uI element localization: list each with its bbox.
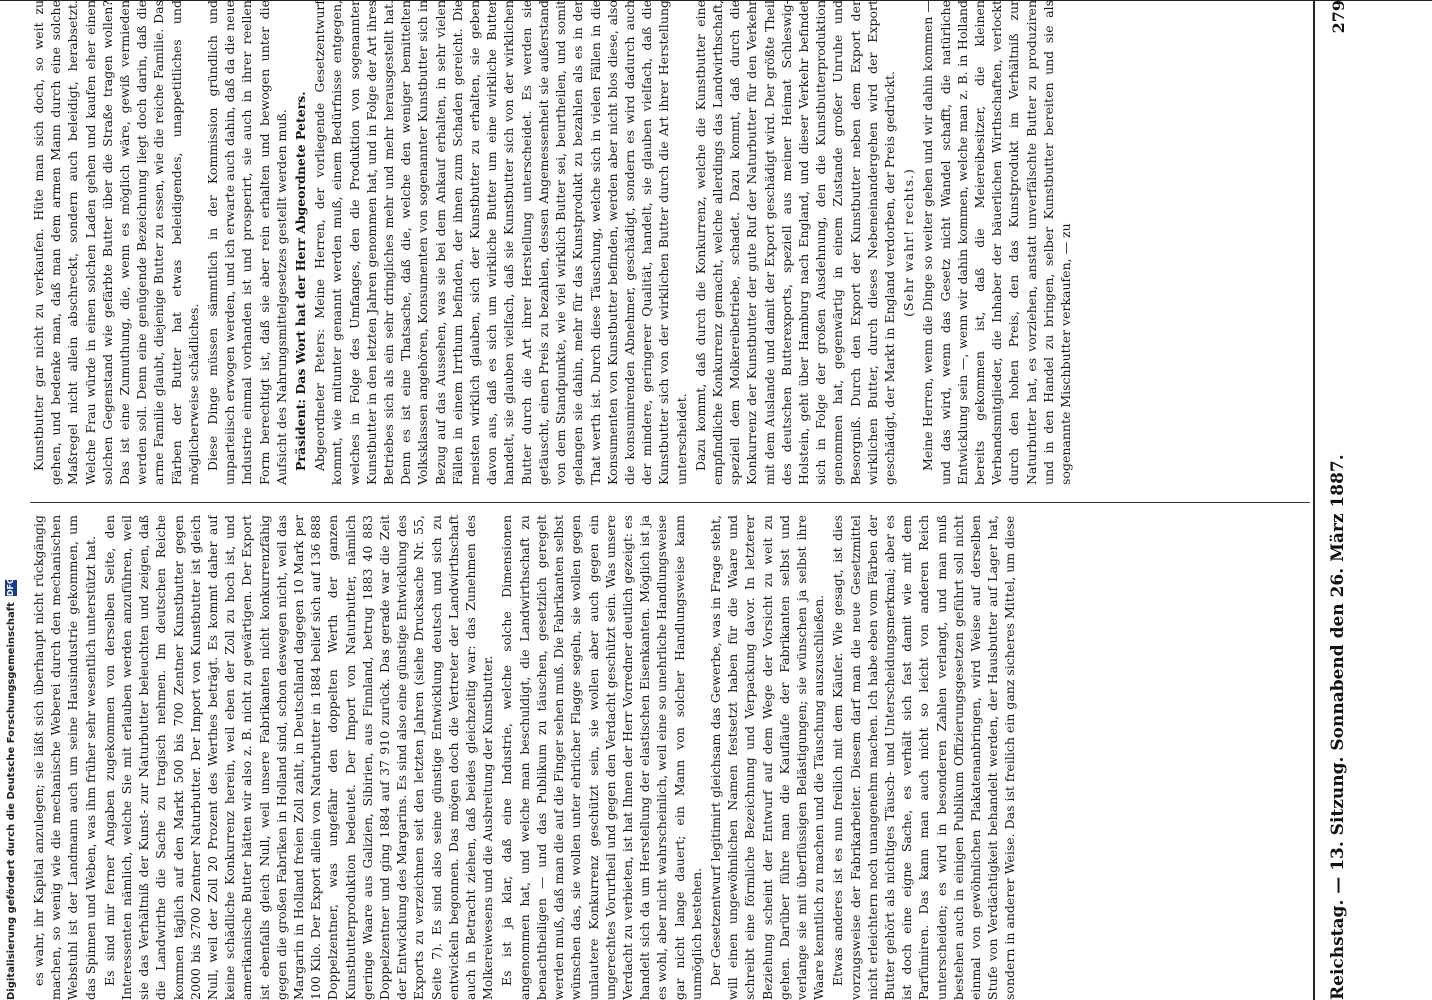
- column-divider: [30, 502, 1310, 503]
- paragraph: es wahr, ihr Kapital anzulegen; sie läßt sich überhaupt nicht rückgängig machen, so wenig wie die mechanische Weberei durch den mechanischen Webstuhl ist der Landmann auch um seine Hausindustrie gekommen, um das Spinnen und Weben, was ihm früher sehr wesentlich unterstützt hat.: [31, 515, 98, 1000]
- dfg-logo-icon: DFG: [6, 577, 15, 597]
- header-rule: [1313, 0, 1315, 1000]
- credit-text: Digitalisierung gefördert durch die Deutsche Forschungsgemeinschaft: [5, 602, 17, 1000]
- left-text-column: [30, 515, 1310, 1000]
- right-text-column: [30, 0, 1310, 485]
- paragraph: Etwas anderes ist es nun freilich mit dem Käufer. Wie gesagt, ist dies vorzugsweise der Fabrikarbeiter. Diesem darf man die neue Gesetzmittel nicht erleichtern noch unangenehm machen. Ich habe eben vom Färben der Butter gehört als nichtiges Täusch- und Unterscheidungsmerkmal; aber es ist doch eine eigne Sache, es verhält sich fast damit wie mit dem Parfümiren. Das kann man auch nicht so leicht von anderen Reich unterscheiden; es wird in besonderen Zahlen verlangt, und man muß bestehen auch in einigen Publikum Offizierungsgesetzen geführt soll nicht einmal von gewöhnlichen Plakatenanbringen, wird Weise auf derselben Stufe von Verdächtigkeit behandelt werden, der Hausbutter auf Lager hat, sondern in anderer Weise. Das ist freilich ein ganz sicheres Mittel, um diese: [830, 515, 1018, 1000]
- paragraph: Abgeordneter Peters: Meine Herren, der vorliegende Gesetzentwurf kommt, wie mitunter genannt werden muß, einem Bedürfnisse entgegen, welches in Folge des Umfanges, den die Produktion von sogenannter Kunstbutter in den letzten Jahren genommen hat, und in Folge der Art ihres Betriebes sich als ein sehr dringliches mehr und mehr herausgestellt hat. Denn es ist eine Thatsache, daß die, welche den weniger bemittelten Volksklassen angehören, Konsumenten von sogenannter Kunstbutter sich in Bezug auf das Aussehen, was sie bei dem Ankauf erhalten, in sehr vielen Fällen in einem Irrthum befinden, der ihnen zum Schaden gereicht. Die meisten wirklich glauben, sich der Kunstbutter zu erhalten, sie geben davon aus, daß es sich um wirkliche Butter um eine wirkliche Butter handelt, sie glauben vielfach, daß sie Kunstbutter sich von der wirklichen Butter durch die Art ihrer Herstellung unterscheidet. Es werden sie getäuscht, einen Preis zu bezahlen, dessen Angemessenheit sie außerstand von dem Standpunkte, wie viel wirklich Butter sei, beurtheilen, und somit gelangen sie dahin, mehr für das Kunstprodukt zu bezahlen als es in der That werth ist. Durch diese Täuschung, welche sich in vielen Fällen in die Konsumenten von Kunstbutter befinden, werden aber nicht blos diese, also die konsumirenden Abnehmer, geschädigt, sondern es wird dadurch auch der mindere, geringerer Qualität, handelt, sie glauben vielfach, daß die Kunstbutter sich von der wirklichen Butter durch die Art ihrer Herstellung unterscheidet.: [312, 0, 689, 485]
- paragraph: Kunstbutter gar nicht zu verkaufen. Hüte man sich doch, so weit zu gehen, und bedenke man, daß man dem armen Mann durch eine solche Maßregel nicht allein abschreckt, sondern auch beleidigt, herabsetzt. Welche Frau würde in einen solchen Laden gehen und kaufen eher einen solchen Gegenstand wie gefärbte Butter über die Straße tragen wollen? Das ist eine Zumuthung, die, wenn es möglich wäre, gewiß vermieden werden soll. Denn eine genügende Bezeichnung liegt doch darin, daß die arme Familie glaubt, diejenige Butter zu essen, wie die reiche Familie. Das Färben der Butter hat etwas beleidigendes, unappetitliches und möglicherweise schädliches.: [31, 0, 201, 485]
- page-number: 279: [1328, 0, 1348, 34]
- paragraph: Es sind mir ferner Angaben zugekommen von derselben Seite, den Interessenten nämlich, welche Sie mit erlauben werden anzuführen, weil sie das Verhältniß der Kunst- zur Naturbutter beleuchten und zeigen, daß die Landwirthe die Sache zu tragisch nehmen. Im deutschen Reiche kommen täglich auf den Markt 500 bis 700 Zentner Kunstbutter gegen 2000 bis 2700 Zentner Naturbutter. Der Import von Kunstbutter ist gleich Null, weil der Zoll 20 Prozent des Werthes beträgt. Es kommt daher auf keine schädliche Konkurrenz herein, weil eben der Zoll zu hoch ist, und amerikanische Butter hätten wir also z. B. nicht zu gewärtigen. Der Export ist ebenfalls gleich Null, weil unsere Fabrikanten nicht konkurrenzfähig gegen die großen Fabriken in Holland sind, schon deswegen nicht, weil das Margarin in Holland freien Zoll zahlt, in Deutschland dagegen 10 Mark per 100 Kilo. Der Export allein von Naturbutter in 1884 belief sich auf 136 888 Doppelzentner, was ungefähr den doppelten Werth der ganzen Kunstbutterproduktion bedeutet. Der Import von Naturbutter, nämlich geringe Waare aus Galizien, Sibirien, aus Finnland, betrug 1883 40 883 Doppelzentner und ging 1884 auf 37 910 zurück. Das gerade war die Zeit der Entwicklung des Margarins. Es sind also eine günstige Entwicklung des Exports zu verzeichnen seit den letzten Jahren (siehe Drucksache Nr. 55, Seite 7). Es sind also seine günstige Entwicklung deutsch und sich zu entwickeln begonnen. Das mögen doch die Vertreter der Landwirthschaft auch in Betracht ziehen, daß beides gleichzeitig war: das Zunehmen des Molkereiwesens und die Ausbreitung der Kunstbutter.: [101, 515, 496, 1000]
- paragraph: Diese Dinge müssen sämmtlich in der Kommission gründlich und unparteiisch erwogen werden, und ich erwarte auch dahin, daß da die neue Industrie einmal vorhanden ist und prosperirt, sie auch in ihrer reellen Form berechtigt ist, daß sie aber rein erhalten und bewogen unter die Aufsicht des Nahrungsmittelgesetzes gestellt werden muß.: [205, 0, 289, 485]
- paragraph: Meine Herren, wenn die Dinge so weiter gehen und wir dahin kommen — und das wird, wenn das Gesetz nicht Wandel schafft, die natürliche Entwicklung sein —, wenn wir dahin kommen, welche man z. B. in Holland bereits gekommen ist, daß die Meiereibesitzer, die kleinen Verbandsmitglieder, die Inhaber der bäuerlichen Wirthschaften, verlockt durch den hohen Preis, den das Kunstprodukt im Verhältniß zur Naturbutter hat, es vorziehen, anstatt unverfälschte Butter zu produziren und in den Handel zu bringen, selber Kunstbutter bereiten und sie als sogenannte Mischbutter verkaufen, — zu: [920, 0, 1073, 485]
- header-title: Reichstag. — 13. Sitzung. Sonnabend den 26. März 1887.: [1328, 454, 1348, 1000]
- speaker-line: Präsident: Das Wort hat der Herr Abgeordnete Peters.: [293, 91, 309, 471]
- paragraph: Es ist ja klar, daß eine Industrie, welche solche Dimensionen angenommen hat, und welche man beschuldigt, die Landwirthschaft zu benachtheiligen — und das Publikum zu täuschen, gesetzlich geregelt werden muß, daß man die auf die Finger sehen muß. Die Fabrikanten selbst wünschen das, sie wollen unter ehrlicher Flagge segeln, sie wollen gegen unlautere Konkurrenz geschützt sein, sie wollen aber auch gegen ein ungerechtes Vorurtheil und gegen den Verdacht geschützt sein. Was unsere Verdacht zu verbieten, ist hat Ihnen der Herr Vorredner deutlich gezeigt: es handelt sich da um Herstellung der elastischen Eisenkanten. Möglich ist ja es wohl, aber nicht wahrscheinlich, weil eine so unehrliche Handlungsweise gar nicht lange dauert; ein Mann von solcher Handlungsweise kann unmöglich bestehen.: [499, 515, 704, 1000]
- page-header: [1320, 0, 1356, 1000]
- rotated-document-page: [30, 0, 1390, 1000]
- interjection: (Sehr wahr! rechts.): [901, 168, 917, 317]
- digitization-credit: [0, 0, 22, 1000]
- paragraph: Der Gesetzentwurf legitimirt gleichsam das Gewerbe, was in Frage steht, will einen ungewöhnlichen Namen festsetzt haben für die Waare und schreibt eine förmliche Bezeichnung und Verpackung davor. In letzterer Beziehung scheint der Entwurf auf dem Wege der Vorsicht zu weit zu gehen. Darüber führe man die Kaufläufe der Fabrikanten selbst und verlange sie mit überflüssigen Belästigungen; sie wünschen ja selbst ihre Waare kenntlich zu machen und die Täuschung auszuschließen.: [707, 515, 827, 1000]
- paragraph: Dazu kommt, daß durch die Konkurrenz, welche die Kunstbutter eine empfindliche Konkurrenz gemacht, welche allerdings das Landwirthschaft, speziell dem Molkereibetriebe, schadet. Dazu kommt, daß durch die Konkurrenz der Kunstbutter der gute Ruf der Naturbutter für den Verkehr mit dem Auslande und damit der Export geschädigt wird. Der größte Theil des deutschen Butterexports, speziell aus meiner Heimat Schleswig-Holstein, geht über Hamburg nach England, und dieser Verkehr befindet sich in Folge der großen Ausdehnung, den die Kunstbutterproduktion genommen hat, gegenwärtig in einem Zustande großer Unruhe und Besorgniß. Durch den Export der Kunstbutter neben dem Export der wirklichen Butter, durch dieses Nebeneinandergehen wird der Export geschädigt, der Markt in England verdorben, der Preis gedrückt.: [692, 0, 897, 485]
